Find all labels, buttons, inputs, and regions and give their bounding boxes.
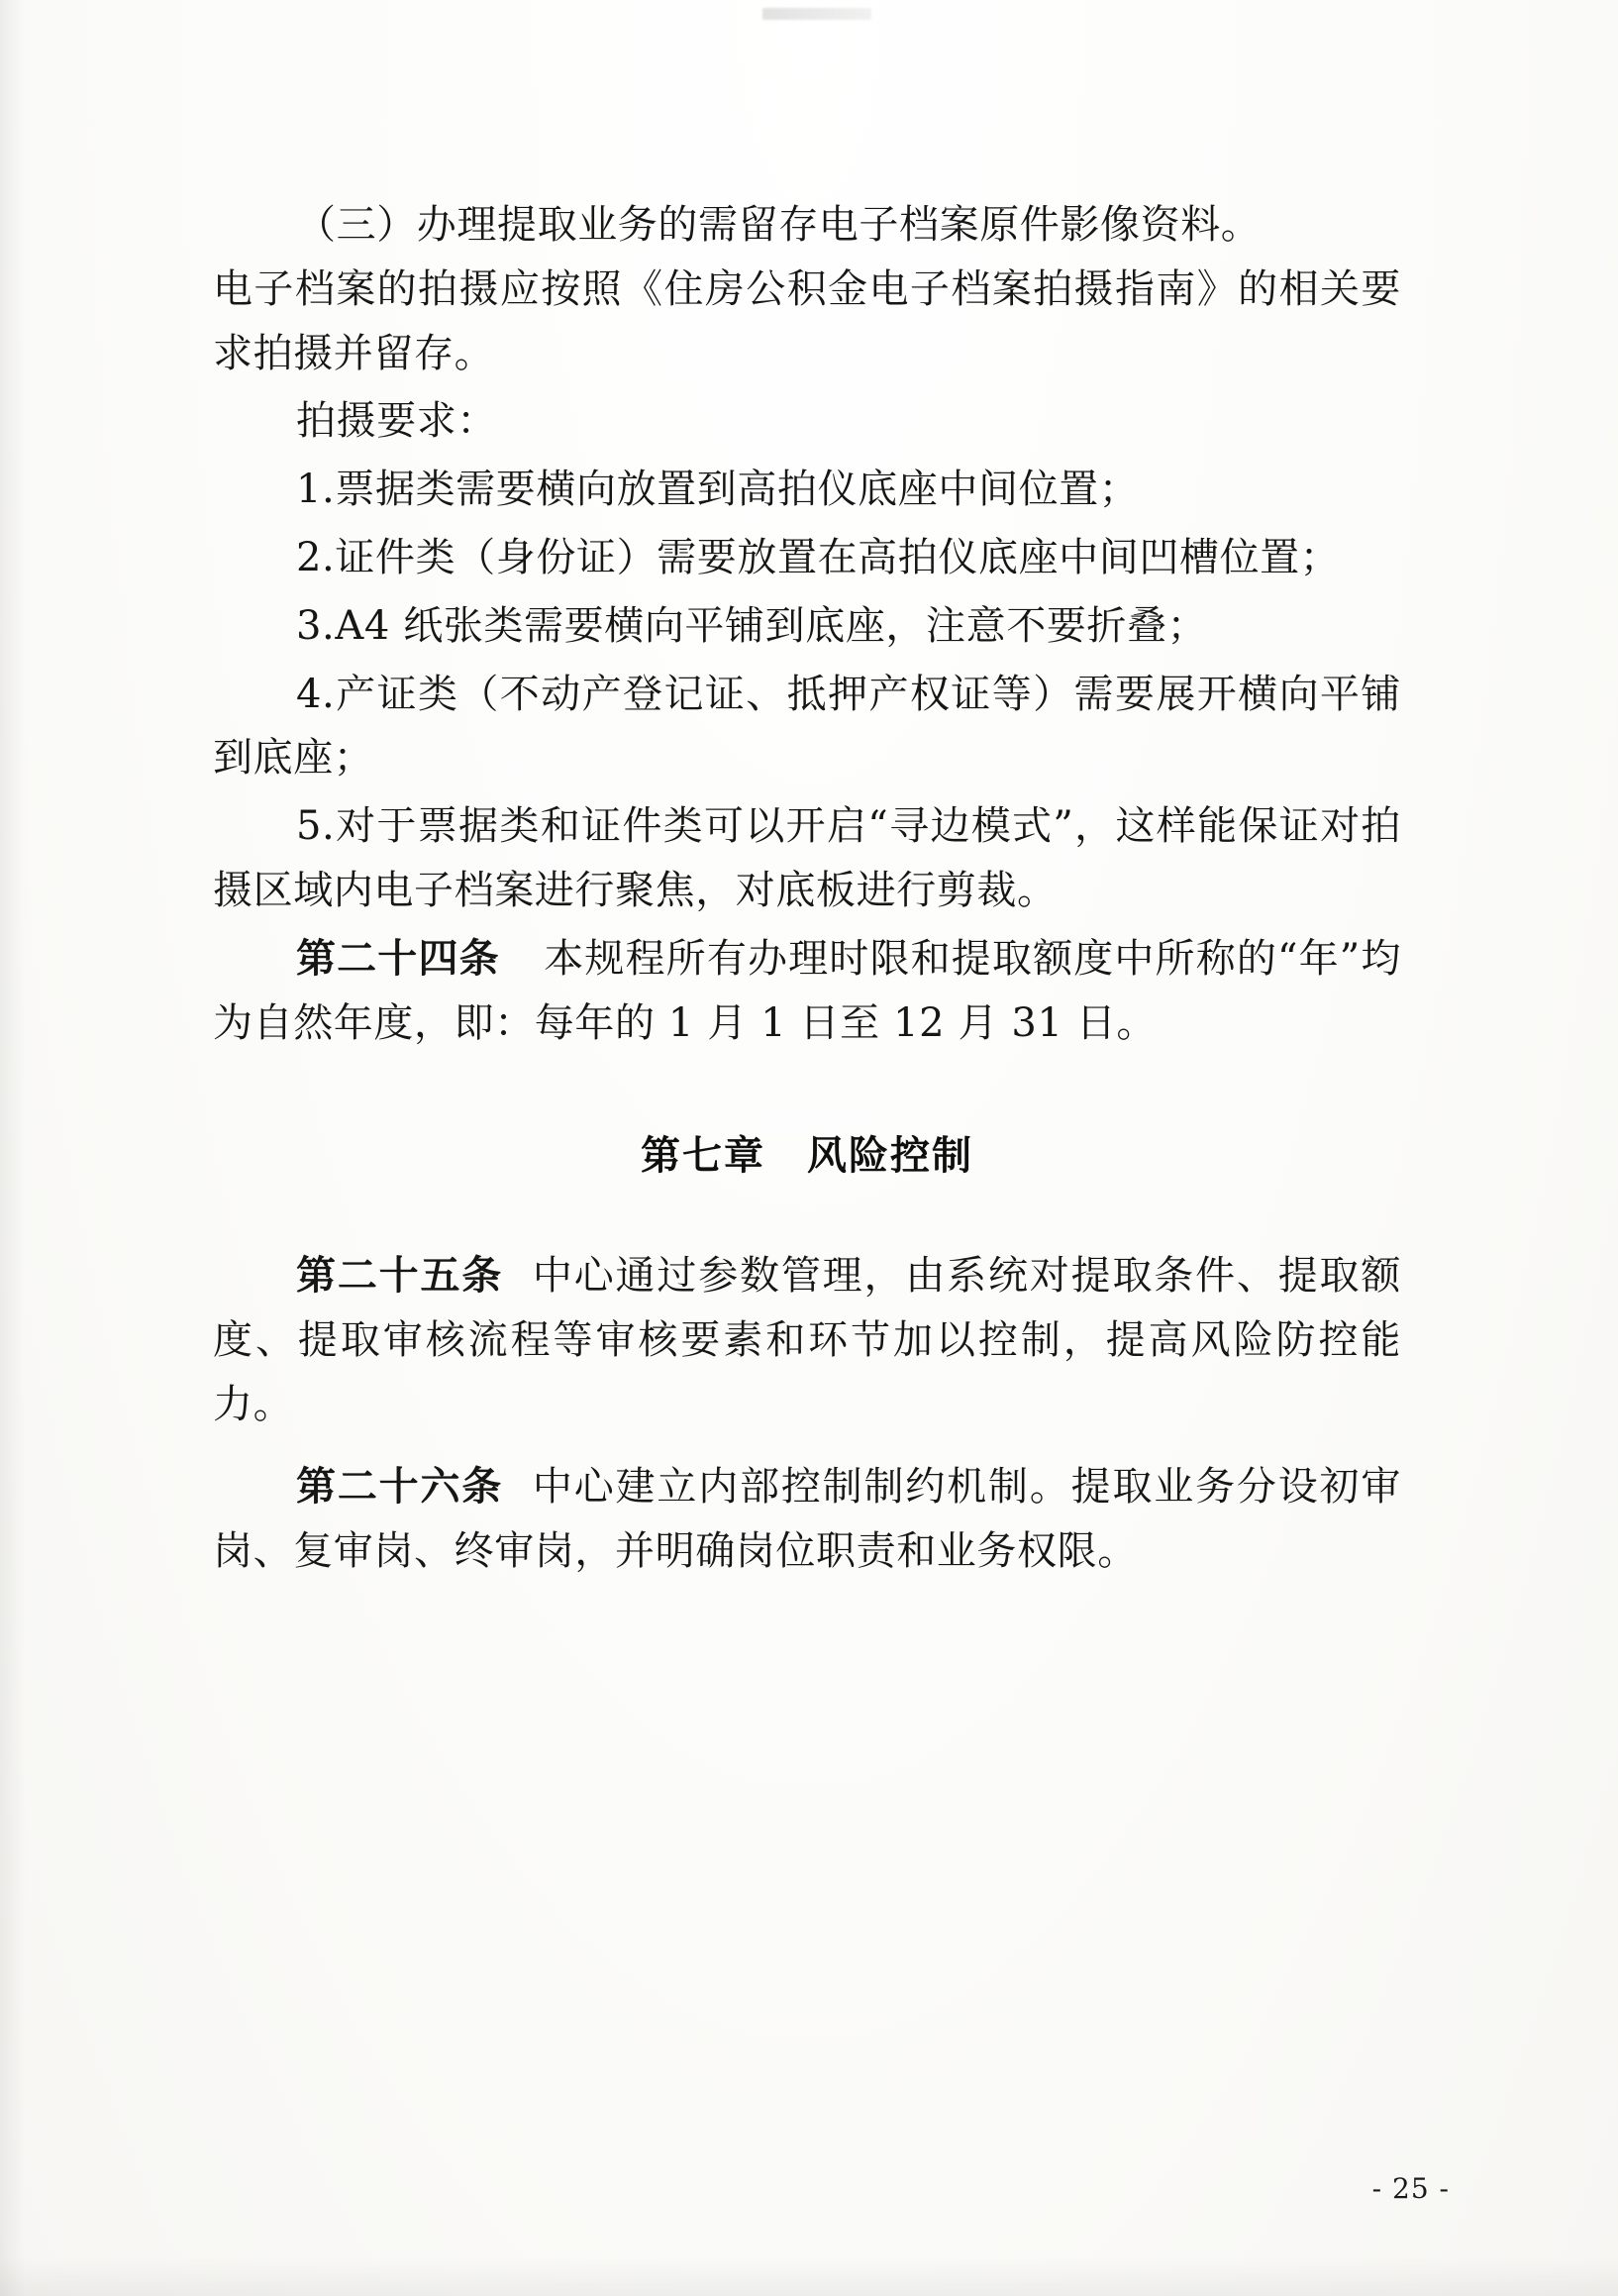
paragraph-item-3-line1: （三）办理提取业务的需留存电子档案原件影像资料。 (296, 202, 1262, 248)
chapter-heading (213, 1124, 1401, 1181)
document-body (213, 193, 1401, 1587)
chapter-number: 第七章 (641, 1132, 765, 1180)
article-24-label: 第二十四条 (296, 934, 500, 982)
requirement-item-3: 3.A4 纸张类需要横向平铺到底座，注意不要折叠； (296, 602, 1208, 649)
article-24-paragraph (213, 927, 1401, 1056)
article-26-label: 第二十六条 (296, 1462, 504, 1510)
article-25-paragraph (213, 1244, 1401, 1436)
requirement-item-5: 5.对于票据类和证件类可以开启“寻边模式”，这样能保证对拍摄区域内电子档案进行聚焦，对底板进行剪裁。 (213, 803, 1401, 913)
page-number: - 25 - (1371, 2172, 1450, 2205)
article-24-text: 本规程所有办理时限和提取额度中所称的“年”均为自然年度，即：每年的 1 月 1 日至 12 月 31 日。 (213, 935, 1401, 1046)
page-edge-shadow-bottom (0, 2256, 1618, 2296)
chapter-title: 风险控制 (807, 1132, 973, 1180)
article-25-label: 第二十五条 (296, 1252, 504, 1300)
paragraph-shooting-requirements-title: 拍摄要求： (296, 398, 497, 445)
article-25-text: 中心通过参数管理，由系统对提取条件、提取额度、提取审核流程等审核要素和环节加以控制，提高风险防控能力。 (213, 1253, 1401, 1427)
requirement-item-1: 1.票据类需要横向放置到高拍仪底座中间位置； (296, 467, 1140, 513)
requirement-item-4: 4.产证类（不动产登记证、抵押产权证等）需要展开横向平铺到底座； (213, 671, 1401, 782)
page-edge-shadow-left (0, 0, 26, 2296)
article-26-text: 中心建立内部控制制约机制。提取业务分设初审岗、复审岗、终审岗，并明确岗位职责和业务权限。 (213, 1463, 1401, 1574)
paragraph-item-3-continued: 电子档案的拍摄应按照《住房公积金电子档案拍摄指南》的相关要求拍摄并留存。 (213, 265, 1401, 376)
article-26-paragraph (213, 1455, 1401, 1584)
scan-artifact-mark (762, 8, 871, 20)
requirement-item-2: 2.证件类（身份证）需要放置在高拍仪底座中间凹槽位置； (296, 534, 1341, 580)
